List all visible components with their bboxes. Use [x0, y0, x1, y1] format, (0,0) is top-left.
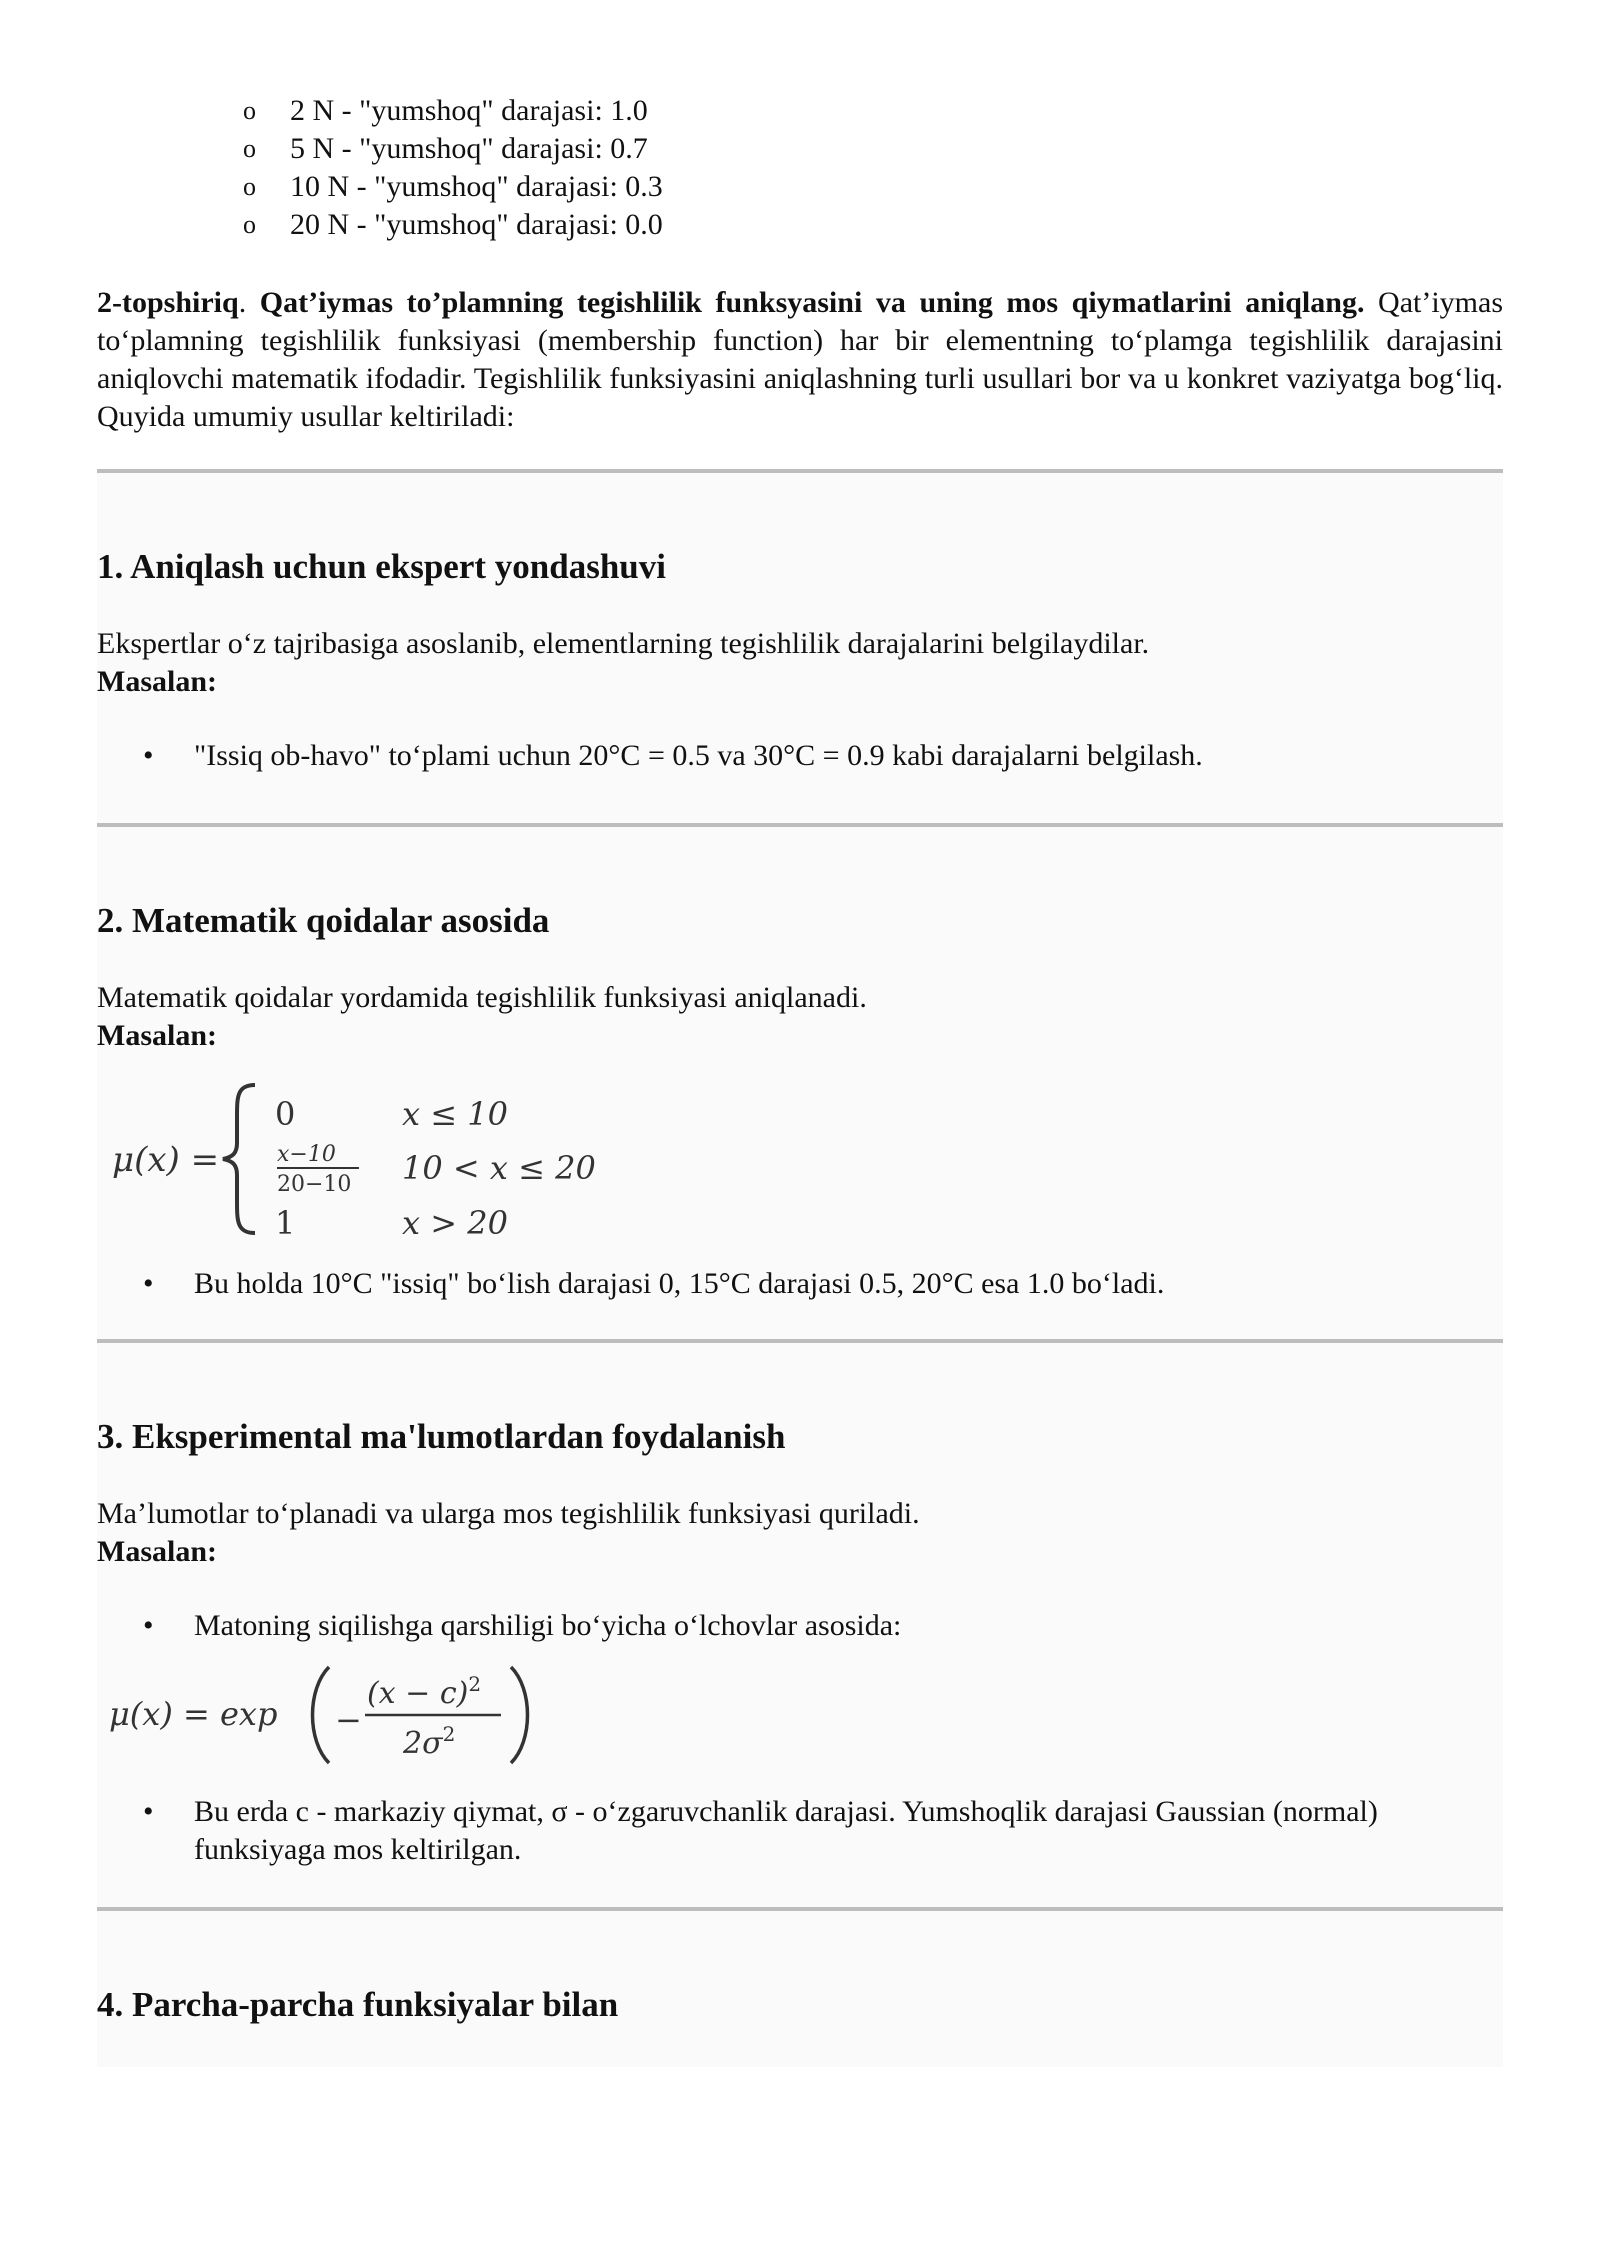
case-condition: x > 20: [402, 1204, 508, 1242]
section-text: Ekspertlar o‘z tajribasiga asoslanib, elementlarning tegishlilik darajalarini belgilaydilar.: [97, 627, 1150, 660]
case-condition: 10 < x ≤ 20: [402, 1149, 596, 1187]
piecewise-formula: [97, 1067, 657, 1243]
gaussian-denominator: $2\sigma^2$: [403, 1722, 456, 1761]
list-item: • Bu erda c - markaziy qiymat, σ - o‘zgaruvchanlik darajasi. Yumshoqlik darajasi Gaussian (normal) funksiyaga mos keltirilgan.: [143, 1795, 1378, 1866]
hardness-levels-list: [97, 92, 1503, 244]
gaussian-numerator: $(x - c)^2$: [367, 1672, 482, 1711]
list-item: o 5 N - "yumshoq" darajasi: 0.7: [97, 130, 1503, 168]
section-text: Matematik qoidalar yordamida tegishlilik funksiyasi aniqlanadi.: [97, 981, 867, 1014]
task-title: Qat’iymas to’plamning tegishlilik funksyasini va uning mos qiymatlarini aniqlang.: [259, 286, 1365, 319]
list-item: o 2 N - "yumshoq" darajasi: 1.0: [97, 92, 1503, 130]
circle-bullet-icon: o: [243, 172, 256, 201]
section-piecewise-functions: [97, 1911, 1503, 2067]
bullet-list: [97, 737, 1503, 775]
right-paren-icon: [511, 1667, 528, 1763]
example-label: Masalan:: [97, 665, 217, 698]
list-item: • Matoning siqilishga qarshiligi bo‘yicha o‘lchovlar asosida:: [97, 1607, 1503, 1645]
section-experimental-data: [97, 1343, 1503, 1907]
section-text: Ma’lumotlar to‘planadi va ularga mos tegishlilik funksiyasi quriladi.: [97, 1497, 920, 1530]
brace-icon: [223, 1085, 255, 1233]
case-condition: x ≤ 10: [402, 1095, 508, 1133]
circle-bullet-icon: o: [243, 210, 256, 239]
list-item: • Bu holda 10°C "issiq" bo‘lish darajasi 0, 15°C darajasi 0.5, 20°C esa 1.0 bo‘ladi.: [97, 1265, 1503, 1303]
task-body: Qat’iymas to‘plamning tegishlilik funksiyasi (membership function) har bir elementning to‘plamga tegishlilik darajasini aniqlovchi matematik ifodadir. Tegishlilik funksiyasini aniqlashning turli usullari bor va u konkret vaziyatga bog‘liq. Quyida umumiy usullar keltiriladi:: [97, 286, 1503, 433]
formula-lhs: μ(x) = exp: [109, 1695, 278, 1733]
bullet-icon: •: [143, 1609, 154, 1642]
section-heading: 3. Eksperimental ma'lumotlardan foydalanish: [97, 1417, 786, 1456]
circle-bullet-icon: o: [243, 134, 256, 163]
list-item: • "Issiq ob-havo" to‘plami uchun 20°C = 0.5 va 30°C = 0.9 kabi darajalarni belgilash.: [97, 737, 1503, 775]
bullet-list: [97, 1607, 1503, 1645]
left-paren-icon: [313, 1667, 330, 1763]
bullet-list: [97, 1265, 1503, 1303]
case-value: 0: [275, 1095, 296, 1133]
section-heading: 1. Aniqlash uchun ekspert yondashuvi: [97, 547, 666, 586]
task-paragraph: 2-topshiriq. Qat’iymas to’plamning tegishlilik funksyasini va uning mos qiymatlarini aniqlang. Qat’iymas to‘plamning tegishlilik funksiyasi (membership function) har bir elementning to‘plamga tegishlilik darajasini aniqlovchi matematik ifodadir. Tegishlilik funksiyasini aniqlashning turli usullari bor va u konkret vaziyatga bog‘liq. Quyida umumiy usullar keltiriladi:: [97, 286, 1503, 433]
section-expert-approach: [97, 473, 1503, 823]
section-heading: 2. Matematik qoidalar asosida: [97, 901, 550, 940]
section-math-rules: [97, 827, 1503, 1339]
gaussian-formula: [97, 1659, 557, 1771]
example-label: Masalan:: [97, 1019, 217, 1052]
bullet-list: [97, 1793, 1503, 1869]
document-page: [97, 92, 1503, 2067]
minus-sign: −: [335, 1701, 362, 1739]
bullet-icon: •: [143, 1267, 154, 1300]
list-item: o 10 N - "yumshoq" darajasi: 0.3: [97, 168, 1503, 206]
bullet-icon: •: [143, 739, 154, 772]
fraction-numerator: x−10: [277, 1142, 336, 1167]
bullet-icon: •: [143, 1795, 154, 1828]
section-heading: 4. Parcha-parcha funksiyalar bilan: [97, 1985, 619, 2024]
case-value: 1: [275, 1204, 296, 1242]
task-label: 2-topshiriq: [97, 286, 239, 319]
list-item: o 20 N - "yumshoq" darajasi: 0.0: [97, 206, 1503, 244]
formula-lhs: μ(x) =: [112, 1140, 220, 1180]
circle-bullet-icon: o: [243, 96, 256, 125]
example-label: Masalan:: [97, 1535, 217, 1568]
fraction-denominator: 20−10: [277, 1172, 352, 1197]
